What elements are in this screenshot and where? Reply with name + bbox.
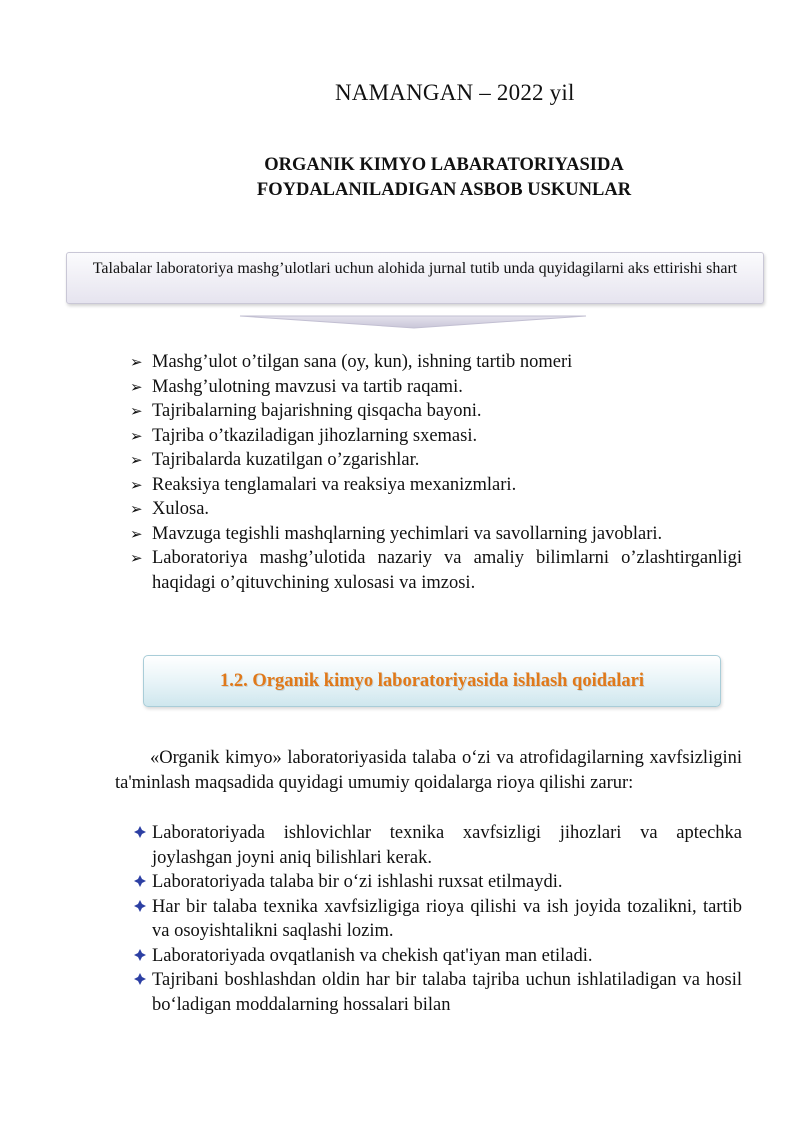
journal-requirement-banner xyxy=(66,252,764,304)
list-item: ➢ Tajribalarning bajarishning qisqacha bayoni. xyxy=(130,399,742,424)
title-line-1: ORGANIK KIMYO LABARATORIYASIDA xyxy=(264,155,624,175)
arrowhead-bullet-icon: ➢ xyxy=(130,402,143,420)
arrowhead-bullet-icon: ➢ xyxy=(130,475,143,494)
list-item: ➢ Mashg’ulot o’tilgan sana (oy, kun), ishning tartib nomeri xyxy=(130,350,742,375)
diamond-bullet-icon xyxy=(134,900,146,912)
arrowhead-bullet-icon: ➢ xyxy=(130,524,143,543)
arrowhead-bullet-icon: ➢ xyxy=(130,500,143,518)
list-item: ➢ Xulosa. xyxy=(130,497,742,522)
list-item: Laboratoriyada ishlovichlar texnika xavfsizligi jihozlari va aptechka joylashgan joyni aniq bilishlari kerak. xyxy=(130,821,742,870)
page-title xyxy=(0,153,800,203)
arrowhead-bullet-icon: ➢ xyxy=(130,451,143,469)
title-line-2: FOYDALANILADIGAN ASBOB USKUNLAR xyxy=(256,180,632,200)
arrowhead-bullet-icon: ➢ xyxy=(130,353,143,371)
section-heading: 1.2. Organik kimyo laboratoriyasida ishlash qoidalari xyxy=(219,670,645,691)
list-item: ➢ Mavzuga tegishli mashqlarning yechimlari va savollarning javoblari. xyxy=(130,522,742,547)
journal-items-list xyxy=(130,350,742,595)
list-item: ➢ Mashg’ulotning mavzusi va tartib raqami. xyxy=(130,375,742,400)
banner-text: Talabalar laboratoriya mashg’ulotlari uchun alohida jurnal tutib unda quyidagilarni aks ettirishi shart xyxy=(92,260,738,277)
list-item: ➢ Tajriba o’tkaziladigan jihozlarning sxemasi. xyxy=(130,424,742,449)
intro-paragraph: «Organik kimyo» laboratoriyasida talaba o‘zi va atrofidagilarning xavfsizligini ta'minlash maqsadida quyidagi umumiy qoidalarga rioya qilishi zarur: xyxy=(115,748,742,793)
arrowhead-bullet-icon: ➢ xyxy=(130,426,143,445)
place-year: NAMANGAN – 2022 yil xyxy=(335,80,575,105)
list-item: Har bir talaba texnika xavfsizligiga rioya qilishi va ish joyida tozalikni, tartib va osoyishtalikni saqlashi lozim. xyxy=(130,895,742,944)
list-item: ➢ Tajribalarda kuzatilgan o’zgarishlar. xyxy=(130,448,742,473)
list-item: Laboratoriyada ovqatlanish va chekish qat'iyan man etiladi. xyxy=(130,944,742,969)
list-item: Laboratoriyada talaba bir o‘zi ishlashi ruxsat etilmaydi. xyxy=(130,870,742,895)
list-item: ➢ Laboratoriya mashg’ulotida nazariy va amaliy bilimlarni o’zlashtirganligi haqidagi o’qituvchining xulosasi va imzosi. xyxy=(130,548,742,593)
section-heading-box xyxy=(143,655,721,707)
list-item: Tajribani boshlashdan oldin har bir talaba tajriba uchun ishlatiladigan va hosil bo‘ladigan moddalarning hossalari bilan xyxy=(130,968,742,1017)
diamond-bullet-icon xyxy=(134,973,146,985)
diamond-bullet-icon xyxy=(134,875,146,887)
down-arrow-icon xyxy=(236,304,592,330)
diamond-bullet-icon xyxy=(134,826,146,838)
diamond-bullet-icon xyxy=(134,949,146,961)
lab-rules-list xyxy=(130,821,742,1017)
arrowhead-bullet-icon: ➢ xyxy=(130,549,143,567)
list-item: ➢ Reaksiya tenglamalari va reaksiya mexanizmlari. xyxy=(130,473,742,498)
arrowhead-bullet-icon: ➢ xyxy=(130,377,143,396)
